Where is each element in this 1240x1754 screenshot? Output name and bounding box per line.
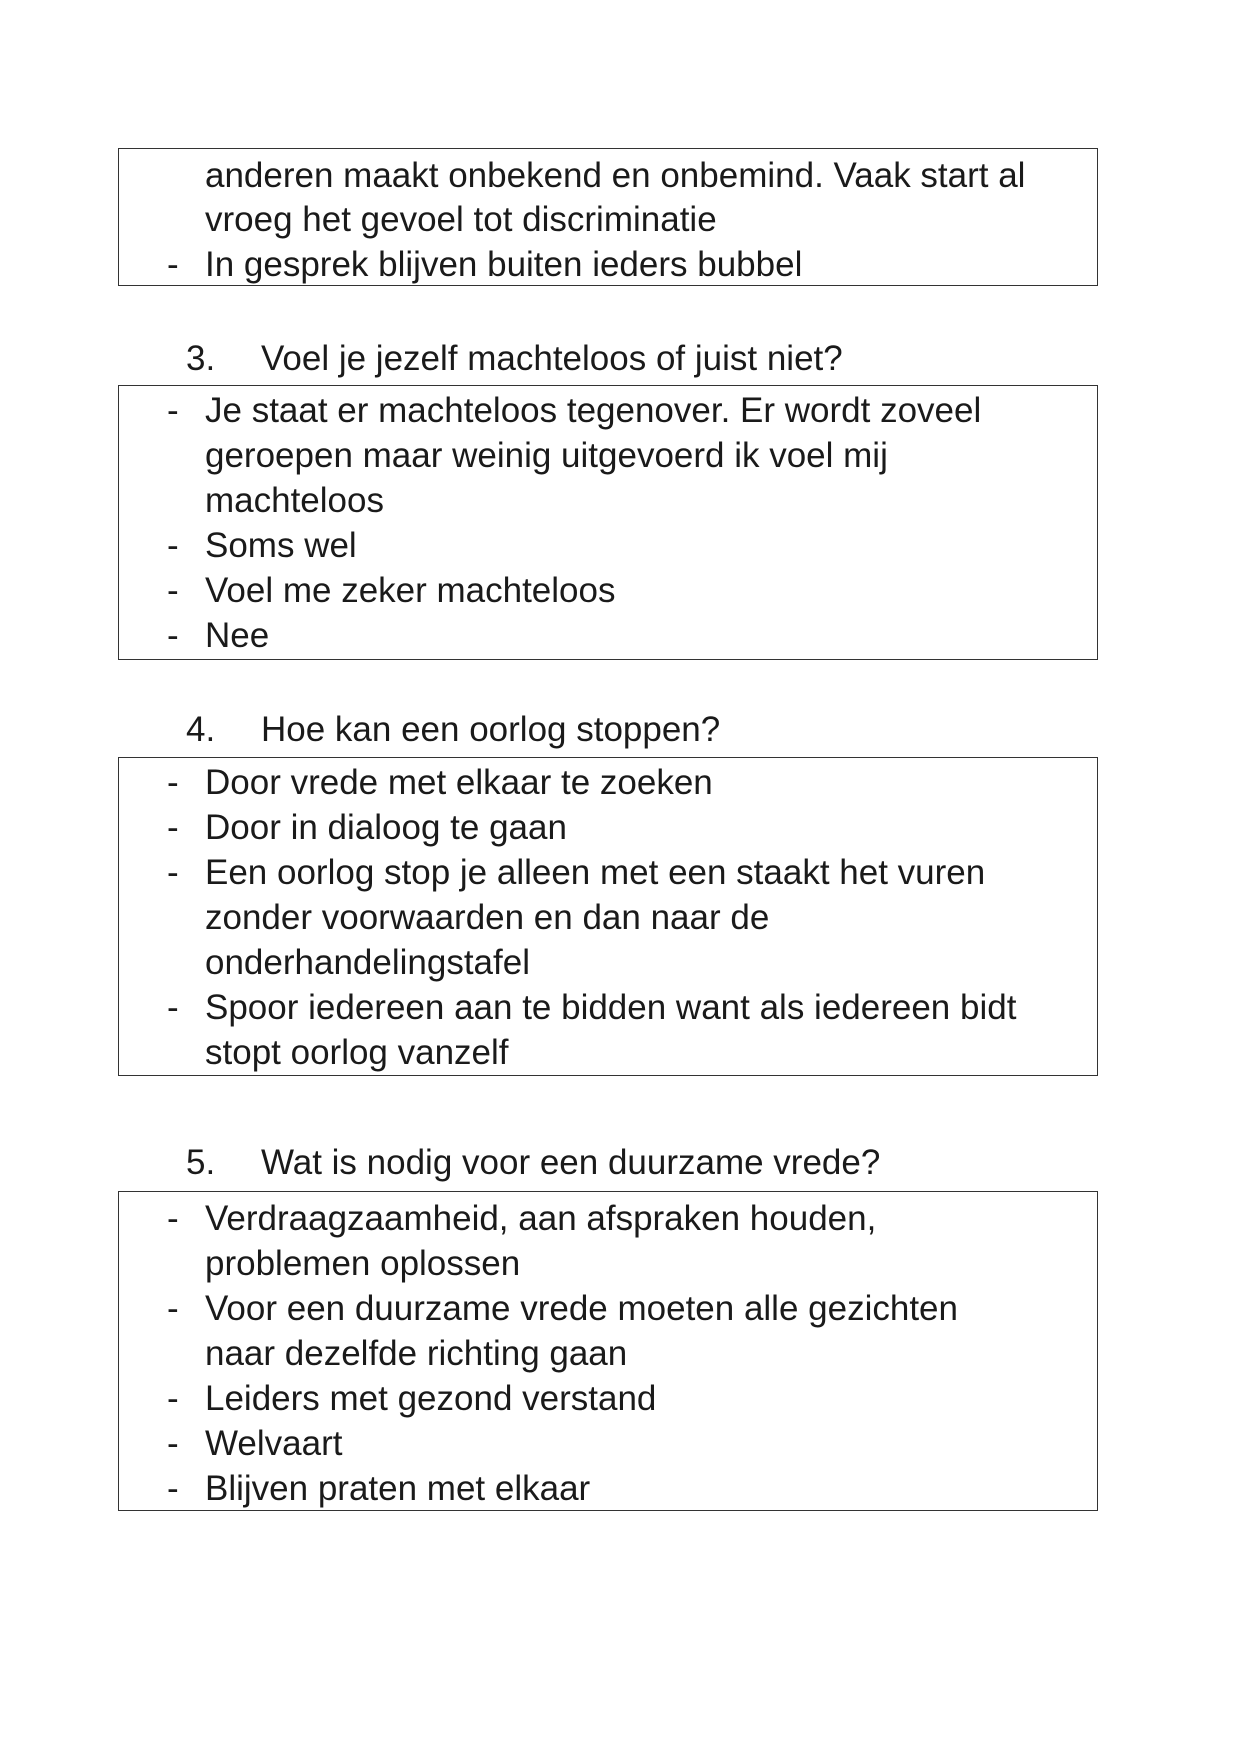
list-dash <box>167 478 191 523</box>
list-item: Leiders met gezond verstand <box>205 1379 657 1418</box>
list-dash <box>167 940 191 985</box>
list-dash: - <box>167 245 179 284</box>
list-dash: - <box>167 1289 179 1328</box>
list-dash: - <box>167 571 179 610</box>
list-dash: - <box>167 808 179 847</box>
list-item: Door vrede met elkaar te zoeken <box>205 763 713 802</box>
answer-box-q2-continued <box>118 148 1098 286</box>
list-item: anderen maakt onbekend en onbemind. Vaak start al <box>205 156 1026 195</box>
list-item: Welvaart <box>205 1424 343 1463</box>
answer-box-q4 <box>118 757 1098 1076</box>
list-item: problemen oplossen <box>205 1244 521 1283</box>
list-item: onderhandelingstafel <box>205 943 530 982</box>
list-dash: - <box>167 763 179 802</box>
list-item: Verdraagzaamheid, aan afspraken houden, <box>205 1199 877 1238</box>
list-item: machteloos <box>205 481 384 520</box>
question-5-number: 5. <box>186 1143 216 1182</box>
answer-box-q5 <box>118 1191 1098 1511</box>
list-dash: - <box>167 988 179 1027</box>
list-item: In gesprek blijven buiten ieders bubbel <box>205 245 803 284</box>
list-dash <box>167 433 191 478</box>
list-item: naar dezelfde richting gaan <box>205 1334 628 1373</box>
list-item: Soms wel <box>205 526 357 565</box>
answer-box-q3 <box>118 385 1098 660</box>
list-item: Een oorlog stop je alleen met een staakt het vuren <box>205 853 986 892</box>
list-dash <box>167 153 191 198</box>
list-item: Je staat er machteloos tegenover. Er wordt zoveel <box>205 391 982 430</box>
list-dash <box>167 895 191 940</box>
list-dash: - <box>167 526 179 565</box>
list-item: Blijven praten met elkaar <box>205 1469 591 1508</box>
list-dash: - <box>167 1424 179 1463</box>
question-5-text: Wat is nodig voor een duurzame vrede? <box>261 1143 881 1182</box>
list-dash <box>167 1331 191 1376</box>
question-3-number: 3. <box>186 339 216 378</box>
list-dash: - <box>167 1199 179 1238</box>
list-dash: - <box>167 616 179 655</box>
list-item: Voel me zeker machteloos <box>205 571 616 610</box>
list-dash: - <box>167 853 179 892</box>
list-dash: - <box>167 1379 179 1418</box>
list-item: vroeg het gevoel tot discriminatie <box>205 200 717 239</box>
list-dash <box>167 197 191 242</box>
list-dash <box>167 1241 191 1286</box>
list-item: Spoor iedereen aan te bidden want als iedereen bidt <box>205 988 1017 1027</box>
question-4-number: 4. <box>186 710 216 749</box>
list-item: Voor een duurzame vrede moeten alle gezichten <box>205 1289 958 1328</box>
list-dash <box>167 1030 191 1075</box>
question-4-text: Hoe kan een oorlog stoppen? <box>261 710 721 749</box>
list-item: geroepen maar weinig uitgevoerd ik voel mij <box>205 436 888 475</box>
list-item: Door in dialoog te gaan <box>205 808 567 847</box>
list-item: Nee <box>205 616 270 655</box>
list-item: stopt oorlog vanzelf <box>205 1033 509 1072</box>
question-3-text: Voel je jezelf machteloos of juist niet? <box>261 339 843 378</box>
list-dash: - <box>167 1469 179 1508</box>
list-dash: - <box>167 391 179 430</box>
list-item: zonder voorwaarden en dan naar de <box>205 898 770 937</box>
